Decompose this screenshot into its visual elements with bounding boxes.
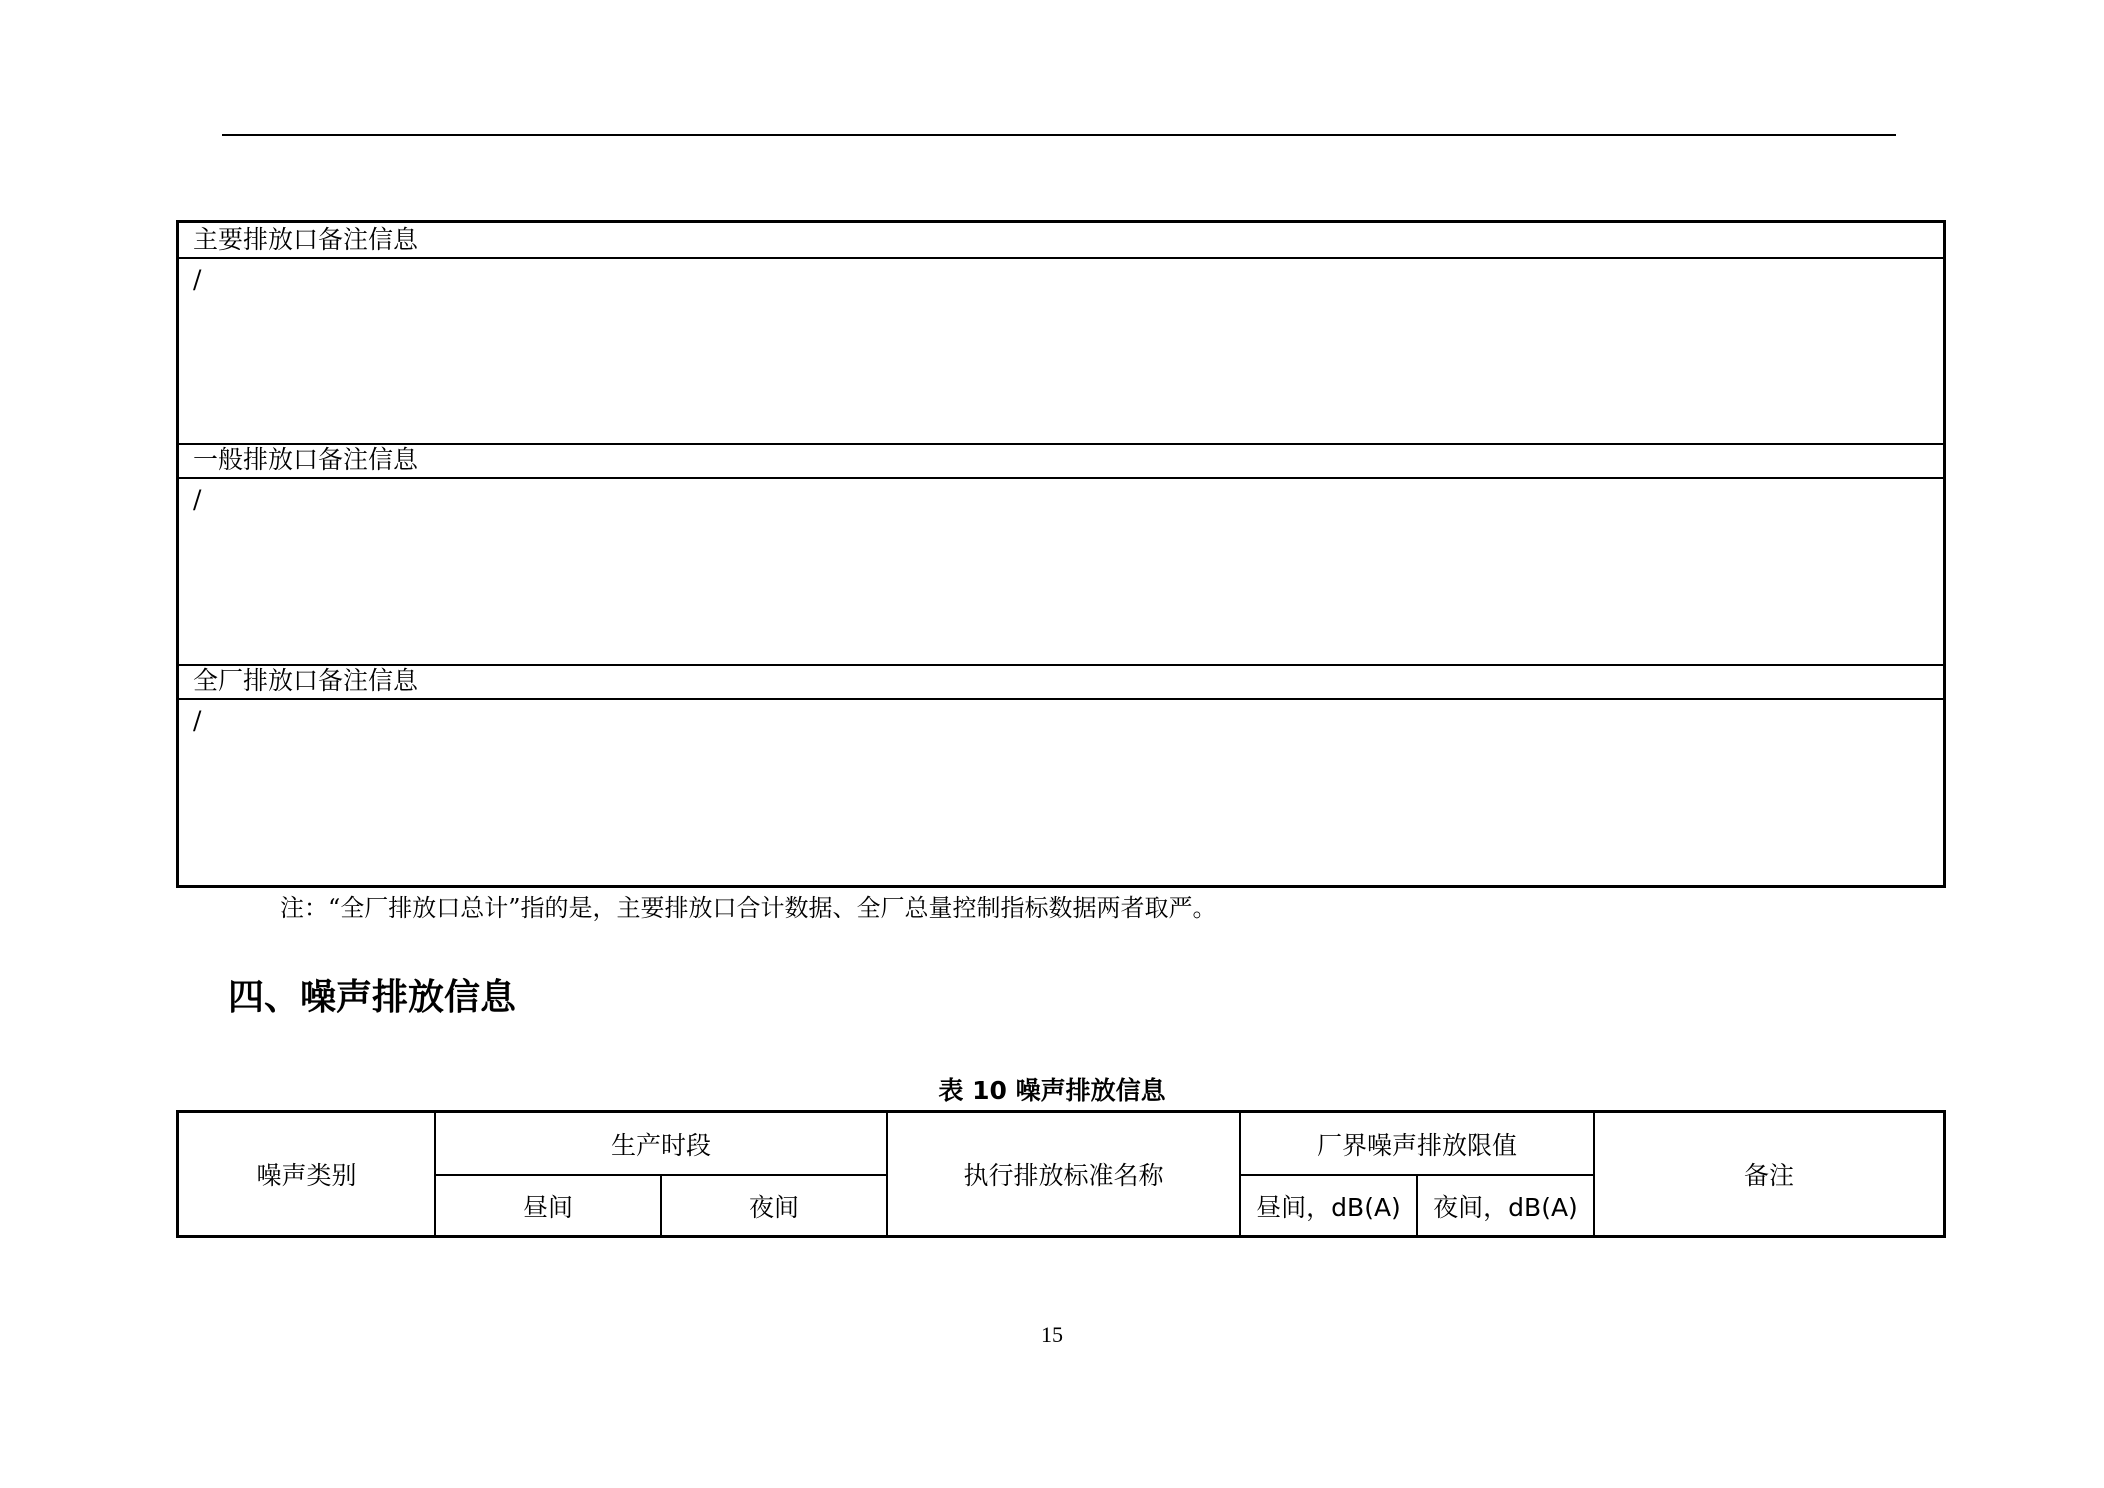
header-boundary-limit: 厂界噪声排放限值 xyxy=(1316,1130,1517,1160)
header-nighttime: 夜间 xyxy=(748,1192,799,1222)
noise-emission-table xyxy=(176,1110,1946,1238)
page-number: 15 xyxy=(1041,1322,1063,1347)
header-remarks: 备注 xyxy=(1743,1161,1794,1190)
table-caption: 表 10 噪声排放信息 xyxy=(938,1076,1166,1105)
header-production-period: 生产时段 xyxy=(610,1130,711,1160)
header-rule xyxy=(222,134,1896,136)
remark-heading: 主要排放口备注信息 xyxy=(179,223,1943,259)
header-daytime: 昼间 xyxy=(522,1192,573,1222)
header-standard-name: 执行排放标准名称 xyxy=(963,1161,1164,1190)
remark-heading: 全厂排放口备注信息 xyxy=(179,664,1943,700)
header-day-limit: 昼间，dB(A) xyxy=(1256,1192,1401,1222)
general-outlet-remarks xyxy=(179,443,1943,515)
remark-content: / xyxy=(193,485,202,514)
header-night-limit: 夜间，dB(A) xyxy=(1433,1192,1578,1222)
emission-outlet-remarks-table xyxy=(176,220,1946,888)
remark-content: / xyxy=(193,706,202,735)
remark-heading: 一般排放口备注信息 xyxy=(179,443,1943,479)
remark-content: / xyxy=(193,265,202,294)
main-outlet-remarks xyxy=(179,223,1943,295)
table-footnote: 注：“全厂排放口总计”指的是，主要排放口合计数据、全厂总量控制指标数据两者取严。 xyxy=(280,894,1217,922)
plant-outlet-remarks xyxy=(179,664,1943,736)
header-noise-type: 噪声类别 xyxy=(256,1161,357,1190)
section-heading: 四、噪声排放信息 xyxy=(228,977,517,1018)
